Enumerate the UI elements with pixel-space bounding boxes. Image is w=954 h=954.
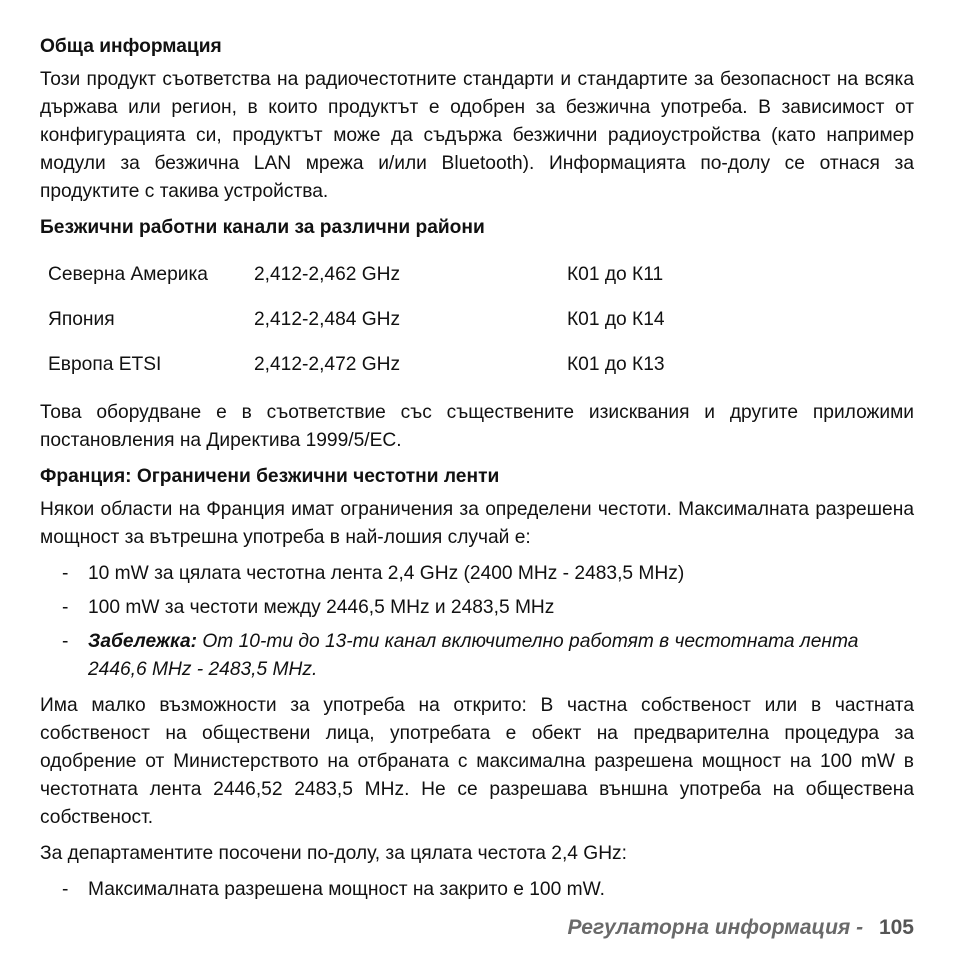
region-cell: Северна Америка [48, 263, 208, 285]
table-row [48, 297, 914, 342]
departments-list [40, 876, 914, 904]
list-dash: - [62, 563, 69, 584]
list-item-text: 100 mW за честоти между 2446,5 MHz и 2483,5 MHz [88, 597, 555, 618]
list-dash: - [62, 597, 69, 618]
frequency-cell: 2,412-2,484 GHz [254, 308, 401, 330]
region-cell: Япония [48, 308, 115, 330]
list-item-text: Максималната разрешена мощност на закрито е 100 mW. [88, 879, 605, 900]
france-intro-paragraph: Някои области на Франция имат ограничения за определени честоти. Максималната разрешена мощност за вътрешна употреба в най-лошия случай е: [40, 499, 914, 548]
note-label: Забележка: [88, 631, 198, 652]
channels-heading: Безжични работни канали за различни райони [40, 217, 485, 238]
departments-paragraph: За департаментите посочени по-долу, за цялата честота 2,4 GHz: [40, 843, 627, 864]
frequency-cell: 2,412-2,472 GHz [254, 353, 401, 375]
page-footer [568, 914, 914, 942]
channels-cell: К01 до К13 [567, 353, 665, 375]
channels-table [48, 252, 914, 387]
channels-cell: К01 до К11 [567, 263, 664, 285]
page-number: 105 [878, 916, 914, 939]
table-row [48, 342, 914, 387]
region-cell: Европа ETSI [48, 353, 162, 375]
list-item [40, 876, 914, 904]
power-limits-list [40, 560, 914, 684]
general-info-paragraph: Този продукт съответства на радиочестотните стандарти и стандартите за безопасност на всяка държава или регион, в които продуктът е одобрен за безжична употреба. В зависимост от конфигурацията си, продуктът може да съдържа безжични радиоустройства (като например модули за безжична LAN мрежа и/или Bluetooth). Информацията по-долу се отнася за продуктите с такива устройства. [40, 69, 914, 202]
footer-title: Регулаторна информация - [567, 916, 869, 939]
list-item-text: 10 mW за цялата честотна лента 2,4 GHz (2400 MHz - 2483,5 MHz) [88, 563, 685, 584]
frequency-cell: 2,412-2,462 GHz [254, 263, 401, 285]
document-page [40, 33, 914, 912]
list-dash: - [62, 879, 69, 900]
table-row [48, 252, 914, 297]
general-info-heading: Обща информация [40, 36, 222, 57]
list-item [40, 594, 914, 622]
list-dash: - [62, 631, 69, 652]
outdoor-use-paragraph: Има малко възможности за употреба на открито: В частна собственост или в частната собственост на обществени лица, употребата е обект на предварителна процедура за одобрение от Министерството на отбраната с максимална разрешена мощност на 100 mW в честотната лента 2446,52 2483,5 MHz. Не се разрешава външна употреба на обществена собственост. [40, 695, 914, 828]
channels-cell: К01 до К14 [567, 308, 665, 330]
directive-paragraph: Това оборудване е в съответствие със съществените изисквания и другите приложими постановления на Директива 1999/5/EC. [40, 402, 914, 451]
list-item [40, 560, 914, 588]
france-heading: Франция: Ограничени безжични честотни ленти [40, 466, 500, 487]
note-text [88, 628, 914, 684]
list-item [40, 628, 914, 684]
note-body: От 10-ти до 13-ти канал включително работят в честотната лента 2446,6 MHz - 2483,5 MHz. [88, 631, 859, 680]
